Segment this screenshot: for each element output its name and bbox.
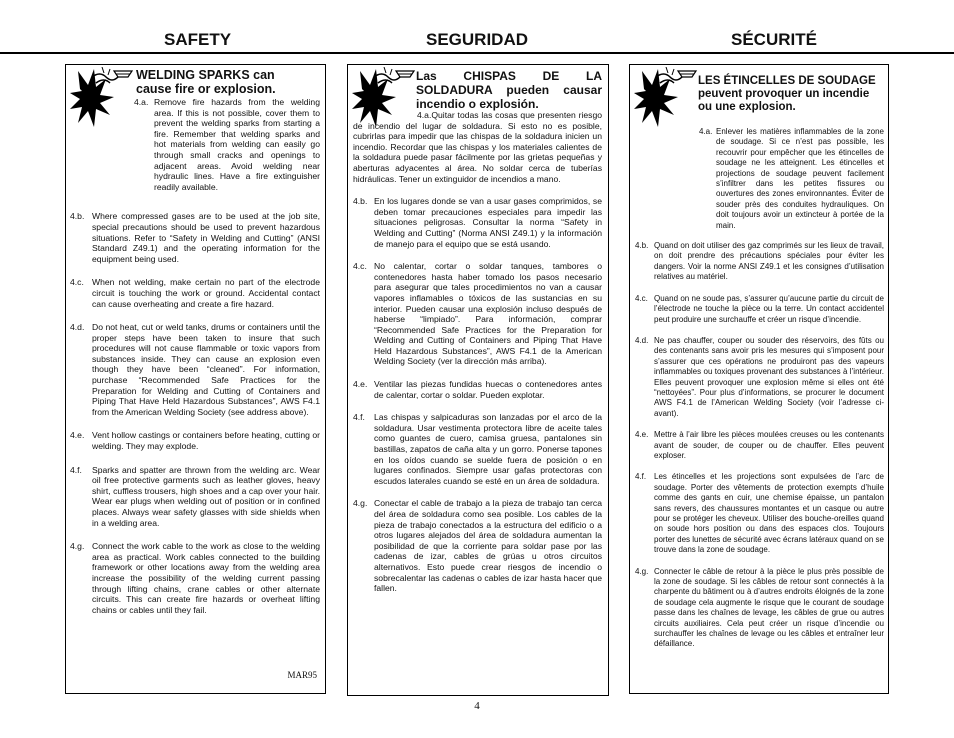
item-text: Enlever les matières inflammables de la zone de soudage. Si ce n’est pas possible, les recouvrir pour empêcher que les étincelles de soudage ne les atteignent. Les étincelles et projections de soudage peuvent facilement s’infiltrer dans les petites fissures ou ouvertures des zones environnantes. Éviter de souder près des conduites hydrauliques. On doit toujours avoir un extincteur à portée de la main. — [716, 127, 884, 230]
item-label: 4.e. — [70, 430, 85, 441]
list-item — [353, 196, 602, 249]
header-securite: SÉCURITÉ — [731, 30, 817, 49]
item-label: 4.f. — [353, 412, 365, 423]
list-item — [635, 567, 884, 650]
panel-french — [629, 64, 889, 694]
item-text: Quand on ne soude pas, s’assurer qu’aucune partie du circuit de l’électrode ne touche la pièce ou la terre. Un contact accidentel peut produire une surchauffe et créer un risque d’incendie. — [654, 293, 884, 324]
item-label: 4.e. — [635, 430, 649, 440]
item-text: Where compressed gases are to be used at the job site, special precautions should be used to prevent hazardous situations. Refer to “Safety in Welding and Cutting” (ANSI Standard Z49.1) and the operating information for the equipment being used. — [92, 211, 320, 264]
item-text: Quand on doit utiliser des gaz comprimés sur les lieux de travail, on doit prendre des précautions spéciales pour éviter les dangers. Voir la norme ANSI Z49.1 et les consignes d’utilisation relatives au matériel. — [654, 241, 884, 282]
item-label: 4.d. — [70, 322, 85, 333]
item-text: Las chispas y salpicaduras son lanzadas por el arco de la soldadura. Usar vestimenta protectora libre de aceite tales como guantes de cuero, camisa gruesa, pantalones sin bastillas, zapatos de caña alta y un gorro. Ponerse tapones en los oídos cuando se suelde fuera de posición o en lugares confinados. Siempre usar gafas protectoras con escudos laterales cuando se esté en un área de soldadura. — [374, 412, 602, 486]
list-item — [70, 322, 320, 417]
item-label: 4.b. — [353, 196, 368, 207]
panel-spanish — [347, 64, 609, 696]
item-label: 4.f. — [70, 464, 82, 475]
item-label: 4.c. — [70, 277, 84, 288]
panel-title: LES ÉTINCELLES DE SOUDAGE peuvent provoquer un incendie ou une explosion. — [698, 75, 876, 113]
item-text: Quitar todas las cosas que presenten riesgo de incendio del lugar de soldadura. Si esto no es posible, cubrirlas para impedir que las chispas de la soldadura inicien un incendio. Recordar que las chispas y los materiales calientes de la soldadura puede pasar fácilmente por las grietas pequeñas y aberturas adyacentes al área. No soldar cerca de tuberías hidráulicas. Tener un extinguidor de incendios a mano. — [353, 110, 602, 184]
list-item — [635, 472, 884, 555]
header-rule — [0, 52, 954, 54]
header-seguridad: SEGURIDAD — [426, 30, 529, 49]
item-label: 4.c. — [635, 293, 648, 303]
explosion-warning-icon — [634, 67, 698, 129]
item-label: 4.a. — [699, 127, 713, 136]
item-label: 4.f. — [635, 472, 647, 482]
list-item — [70, 277, 320, 309]
item-text: Connect the work cable to the work as close to the welding area as practical. Work cables connected to the building framework or other locations away from the welding area increase the possibility of the welding current passing through lifting chains, crane cables or other alternate circuits. This can create fire hazards or overheat lifting chains or cables until they fail. — [92, 541, 320, 615]
item-text: Ne pas chauffer, couper ou souder des réservoirs, des fûts ou des contenants sans avoir pris les mesures qui s’imposent pour s’assurer que ces opérations ne produiront pas des vapeurs inflammables ou toxiques provenant des substances à l’intérieur. Elles peuvent provoquer une explosion même si elles ont été “nettoyées”. Pour plus d’informations, se procurer le document AWS F4.1 de l’American Welding Society (voir l’adresse ci-avant). — [654, 335, 884, 418]
list-item — [635, 241, 884, 283]
list-item — [353, 379, 602, 400]
item-text: En los lugares donde se van a usar gases comprimidos, se deben tomar precauciones especiales para impedir las situaciones peligrosas. Consultar la norma “Safety in Welding and Cutting” (Norma ANSI Z49.1) y la información de manejo para el equipo que se está usando. — [374, 196, 602, 249]
item-text: Vent hollow castings or containers before heating, cutting or welding. They may explode. — [92, 430, 320, 452]
panel-title: WELDING SPARKS can cause fire or explosion. — [136, 68, 276, 96]
item-label: 4.c. — [353, 261, 367, 272]
item-text: Remove fire hazards from the welding area. If this is not possible, cover them to prevent the welding sparks from starting a fire. Remember that welding sparks and hot materials from welding can easily go through small cracks and openings to adjacent areas. Avoid welding near hydraulic lines. Have a fire extinguisher readily available. — [154, 97, 320, 192]
item-text: Sparks and spatter are thrown from the welding arc. Wear oil free protective garments such as leather gloves, heavy shirt, cuffless trousers, high shoes and a cap over your hair. Wear ear plugs when welding out of position or in confined places. Always wear safety glasses with side shields when in a welding area. — [92, 464, 320, 528]
item-label: 4.b. — [70, 211, 85, 222]
item-text: Ventilar las piezas fundidas huecas o contenedores antes de calentar, cortar o soldar. Pueden explotar. — [374, 379, 602, 400]
item-text: No calentar, cortar o soldar tanques, tambores o contenedores hasta haber tomado los pasos necesario para asegurar que tales procedimientos no van a causar vapores inflamables o tóxicos de las sustancias en su interior. Pueden causar una explosión incluso después de haberse “limpiado”. Para información, comprar “Recommended Safe Practices for the Preparation for Welding and Cutting of Containers and Piping That Have Held Hazardous Substances”, AWS F4.1 de la American Welding Society (ver la dirección más arriba). — [374, 261, 602, 367]
list-item — [70, 465, 320, 529]
item-text: Do not heat, cut or weld tanks, drums or containers until the proper steps have been taken to insure that such procedures will not cause flammable or toxic vapors from substances inside. They can cause an explosion even though they have been “cleaned”. For information, purchase “Recommended Safe Practices for the Preparation for Welding and Cutting of Containers and Piping That Have Held Hazardous Substances”, AWS F4.1 from the American Welding Society (see address above). — [92, 322, 320, 417]
list-item — [353, 412, 602, 486]
item-text: Mettre à l’air libre les pièces moulées creuses ou les contenants avant de souder, de couper ou de chauffer. Elles peuvent exploser. — [654, 430, 884, 460]
list-item — [353, 261, 602, 367]
item-label: 4.b. — [635, 241, 649, 251]
item-text: Connecter le câble de retour à la pièce le plus près possible de la zone de soudage. Si les câbles de retour sont connectés à la charpente du bâtiment ou à d’autres endroits éloignés de la zone de soudage cela augmente le risque que le courant de soudage passe dans les chaînes de levage, les câbles de grue ou autres circuits auxiliaires. Cela peut créer un risque d’incendie ou surchauffer les chaînes de levage ou les câbles et entraîner leur défaillance. — [654, 566, 884, 649]
item-label: 4.g. — [635, 566, 649, 576]
list-item — [134, 97, 320, 192]
item-text: Les étincelles et les projections sont expulsées de l’arc de soudage. Porter des vêtements de protection exempts d’huile comme des gants en cuir, une chemise épaisse, un pantalon sans revers, des chaussures montantes et un casque ou autre pour se protéger les cheveux. Utiliser des bouche-oreilles quand on soude hors position ou dans des espaces clos. Toujours porter des lunettes de sécurité avec écrans latéraux quand on se trouve dans la zone de soudage. — [654, 472, 884, 555]
list-item — [635, 294, 884, 325]
list-item — [353, 110, 602, 184]
item-label: 4.g. — [353, 498, 368, 509]
list-item — [699, 127, 884, 231]
item-label: 4.a. — [417, 110, 432, 120]
item-text: Conectar el cable de trabajo a la pieza de trabajo tan cerca del área de soldadura como sea posible. Los cables de la pieza de trabajo conectados a la estructura del edificio o a otros lugares alejados del área de soldadura aumentan la posibilidad de que la corriente para soldar pase por las cadenas de izar, cables de grúas u otros circuitos alternativos. Esto puede crear riesgos de incendio o sobrecalentar las cadenas o cables de izar hasta hacer que fallen. — [374, 498, 602, 594]
list-item — [70, 211, 320, 264]
item-label: 4.a. — [134, 97, 149, 107]
item-label: 4.d. — [635, 335, 649, 345]
list-item — [635, 430, 884, 461]
list-item — [353, 498, 602, 593]
list-item — [70, 430, 320, 451]
panel-title: Las CHISPAS DE LA SOLDADURA pueden causar incendio o explosión. — [416, 69, 602, 111]
panel-english — [65, 64, 326, 694]
header-safety: SAFETY — [164, 30, 232, 49]
page-number: 4 — [474, 700, 480, 712]
item-label: 4.e. — [353, 379, 368, 390]
list-item — [635, 336, 884, 419]
list-item — [70, 541, 320, 615]
document-code: MAR95 — [287, 670, 317, 681]
item-label: 4.g. — [70, 541, 85, 552]
item-text: When not welding, make certain no part of the electrode circuit is touching the work or ground. Accidental contact can cause overheating and create a fire hazard. — [92, 277, 320, 309]
